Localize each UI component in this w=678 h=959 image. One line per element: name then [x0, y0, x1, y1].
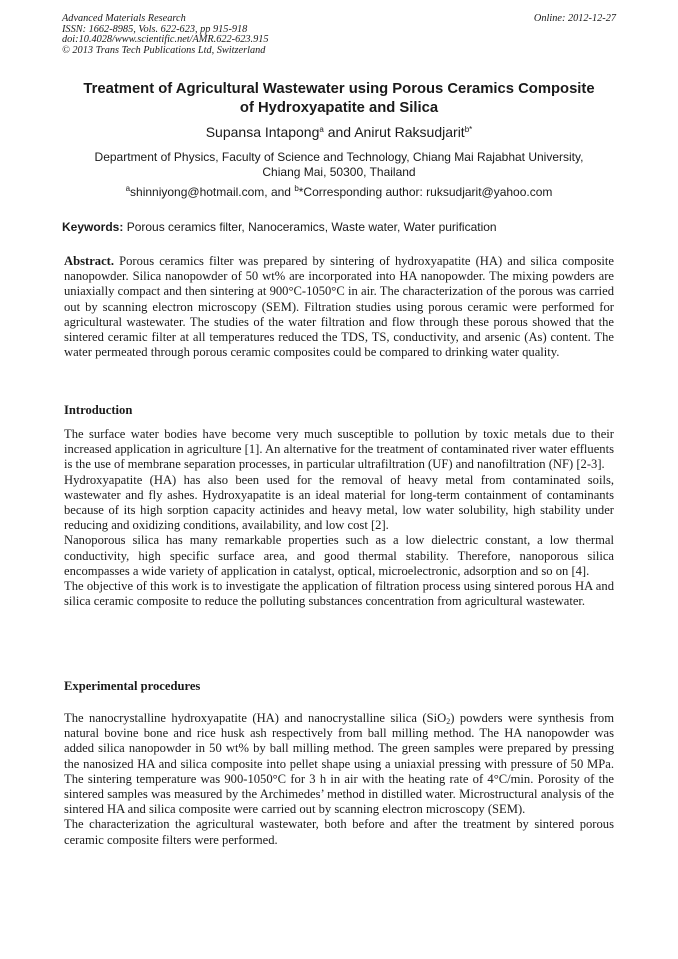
experimental-text-b: ) powders were synthesis from natural bovine bone and rice husk ash respectively from ball milling method. The HA nanopowder was added silica nanopowder in 50 wt% by ball milling method. The green samples were prepared by pressing the nanosized HA and silica composite into pellet shape using a uniaxial pressing with pressure of 50 MPa. The sintering temperature was 900-1050°C for 3 h in air with the heating rate of 4°C/min. Porosity of the sintered samples was measured by the Archimedes’ method in distilled water. Microstructural analysis of the sintered HA and silica composite were carried out by scanning electron microscopy (SEM). — [64, 711, 615, 817]
email-a[interactable]: shinniyong@hotmail.com, and — [130, 185, 295, 199]
experimental-text-a: The nanocrystalline hydroxyapatite (HA) and nanocrystalline silica (SiO — [64, 711, 447, 725]
journal-name: Advanced Materials Research — [62, 13, 186, 24]
keywords-text: Porous ceramics filter, Nanoceramics, Waste water, Water purification — [123, 220, 497, 234]
author-1: Supansa Intapong — [205, 124, 320, 140]
issn-line: ISSN: 1662-8985, Vols. 622-623, pp 915-918 — [62, 23, 248, 35]
intro-paragraph-2: Hydroxyapatite (HA) has also been used for the removal of heavy metal from contaminated soils, wastewater and fly ashes. Hydroxyapatite is an ideal material for long-term containment of contaminants because of its high sorption capacity actinides and heavy metal, low water solubility, high stability under reducing and oxidizing conditions, availability, and low cost [2]. — [64, 472, 614, 533]
experimental-heading: Experimental procedures — [64, 679, 201, 693]
abstract-text: Porous ceramics filter was prepared by sintering of hydroxyapatite (HA) and silica composite nanopowder. Silica nanopowder of 50 wt% are incorporated into HA nanopowder. The mixing powders are uniaxially compact and then sintering at 900°C-1050°C in air. The characterization of the porous was carried out by scanning electron microscopy (SEM). Filtration studies using porous ceramic were performed for agricultural wastewater. The studies of the water filtration and flow through these porous showed that the sintered ceramic filter at all temperatures reduced the TDS, TS, conductivity, and arsenic (As) content. The water permeated through porous ceramic composites could be compared to drinking water quality. — [64, 254, 614, 360]
author-list — [62, 123, 616, 141]
affiliation — [62, 150, 616, 180]
experimental-paragraph-1 — [64, 711, 614, 817]
silica-subscript: 2 — [446, 717, 451, 726]
affiliation-line-2: Chiang Mai, 50300, Thailand — [262, 165, 416, 179]
email-b[interactable]: *Corresponding author: ruksudjarit@yahoo.com — [298, 185, 553, 199]
title-line-2: of Hydroxyapatite and Silica — [239, 100, 439, 116]
copyright-line: © 2013 Trans Tech Publications Ltd, Switzerland — [62, 44, 266, 56]
introduction-body — [64, 427, 614, 609]
intro-paragraph-1: The surface water bodies have become very much susceptible to pollution by toxic metals due to their increased application in agriculture [1]. An alternative for the treatment of contaminated river water effluents is the use of membrane separation processes, in particular ultrafiltration (UF) and nanofiltration (NF) [2-3]. — [64, 427, 614, 472]
keywords — [62, 220, 616, 235]
email-b-mark: b — [294, 184, 299, 193]
title-line-1: Treatment of Agricultural Wastewater using Porous Ceramics Composite — [83, 81, 595, 97]
email-a-mark: a — [125, 184, 131, 193]
intro-paragraph-4: The objective of this work is to investigate the application of filtration process using sintered porous HA and silica ceramic composite to reduce the polluting substances concentration from agricultural wastewater. — [64, 579, 614, 609]
author-conjunction: and — [323, 124, 355, 140]
online-date: Online: 2012-12-27 — [533, 13, 616, 24]
affiliation-line-1: Department of Physics, Faculty of Science and Technology, Chiang Mai Rajabhat University, — [94, 150, 584, 164]
experimental-paragraph-2: The characterization the agricultural wastewater, both before and after the treatment by sintered porous ceramic composite filters were performed. — [64, 817, 614, 847]
abstract-label: Abstract. — [64, 254, 115, 268]
author-2: Anirut Raksudjarit — [354, 124, 465, 140]
author-emails — [62, 185, 616, 200]
paper-title — [62, 80, 616, 118]
doi-line: doi:10.4028/www.scientific.net/AMR.622-623.915 — [62, 34, 269, 46]
introduction-heading: Introduction — [64, 403, 133, 417]
keywords-label: Keywords: — [62, 220, 124, 234]
abstract — [64, 254, 614, 360]
author-2-affil-mark: b* — [464, 125, 473, 134]
journal-header — [62, 14, 616, 56]
intro-paragraph-3: Nanoporous silica has many remarkable properties such as a low dielectric constant, a low thermal conductivity, high specific surface area, and good thermal stability. Therefore, nanoporous silica encompasses a wide variety of application in catalyst, optical, microelectronic, adsorption and so on [4]. — [64, 533, 614, 578]
experimental-body — [64, 711, 614, 848]
author-1-affil-mark: a — [319, 125, 324, 134]
